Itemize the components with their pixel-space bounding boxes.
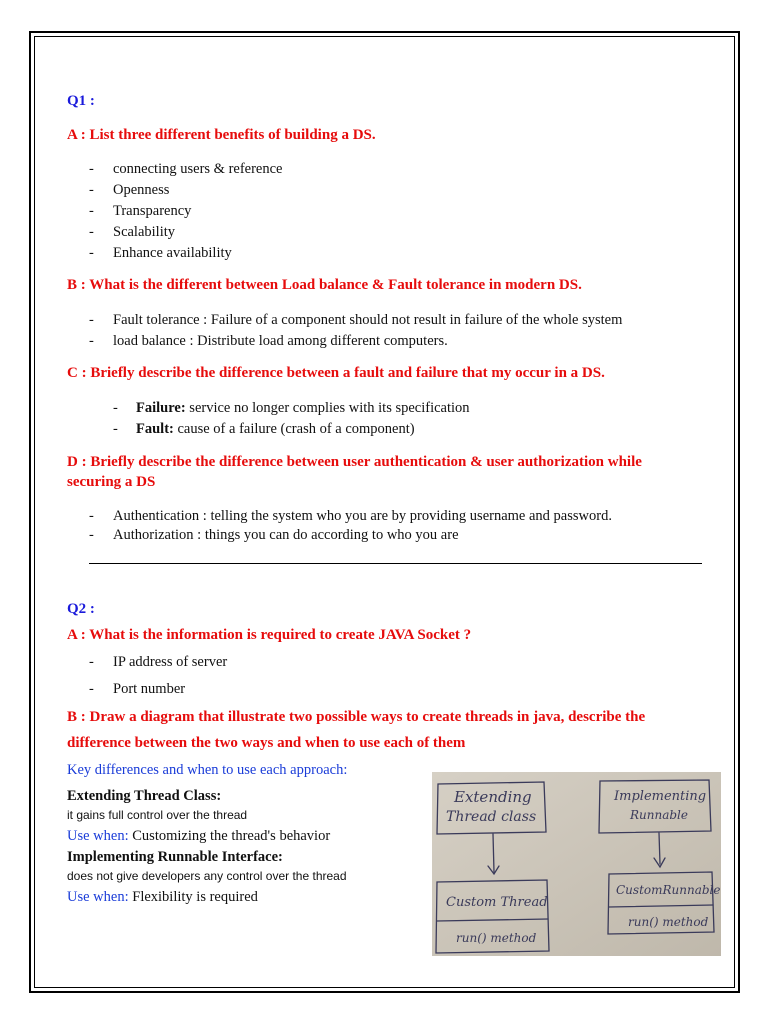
q2-b-question-line2: difference between the two ways and when to use each of them (67, 735, 466, 751)
list-item: Authorization : things you can do according to who you are (113, 527, 459, 543)
list-item (136, 421, 415, 438)
list-item: Fault tolerance : Failure of a component should not result in failure of the whole system (113, 312, 623, 328)
use-when-label: Use when: (67, 828, 129, 844)
q1-heading: Q1 : (67, 93, 95, 109)
extending-use-text: Customizing the thread's behavior (128, 828, 331, 844)
implementing-use-text: Flexibility is required (128, 889, 258, 905)
term-failure-desc: service no longer complies with its specification (185, 400, 470, 416)
list-item: Scalability (113, 224, 176, 240)
q1-b-question: B : What is the different between Load balance & Fault tolerance in modern DS. (67, 277, 582, 293)
bullet-dash: - (89, 312, 94, 328)
bullet-dash: - (89, 681, 94, 697)
implementing-use-when (67, 889, 258, 906)
list-item: Transparency (113, 203, 192, 219)
extending-desc: it gains full control over the thread (67, 808, 248, 822)
box1-line2: Thread class (446, 809, 537, 825)
extending-use-when (67, 828, 330, 845)
extending-title: Extending Thread Class: (67, 788, 222, 804)
list-item: load balance : Distribute load among different computers. (113, 333, 448, 349)
bullet-dash: - (89, 527, 94, 543)
q2-b-question-line1: B : Draw a diagram that illustrate two possible ways to create threads in java, describe the (67, 709, 646, 725)
list-item (136, 400, 470, 417)
box3-bottom: run() method (456, 931, 537, 945)
list-item: connecting users & reference (113, 161, 283, 177)
list-item: Authentication : telling the system who you are by providing username and password. (113, 508, 612, 524)
use-when-label: Use when: (67, 889, 129, 905)
term-fault: Fault: (136, 421, 174, 437)
bullet-dash: - (89, 182, 94, 198)
box4-top: CustomRunnable (616, 883, 721, 897)
bullet-dash: - (89, 245, 94, 261)
key-differences-intro: Key differences and when to use each approach: (67, 762, 348, 778)
box3-top: Custom Thread (446, 895, 548, 910)
box2-line1: Implementing (614, 789, 707, 804)
q1-d-question-line2: securing a DS (67, 474, 156, 490)
list-item: Port number (113, 681, 186, 697)
bullet-dash: - (89, 333, 94, 349)
q2-heading: Q2 : (67, 601, 95, 617)
term-fault-desc: cause of a failure (crash of a component) (173, 421, 415, 437)
box4-bottom: run() method (628, 915, 709, 929)
q1-a-question: A : List three different benefits of building a DS. (67, 127, 376, 143)
bullet-dash: - (89, 224, 94, 240)
bullet-dash: - (113, 400, 118, 416)
list-item: Openness (113, 182, 170, 198)
bullet-dash: - (89, 654, 94, 670)
q1-d-question-line1: D : Briefly describe the difference between user authentication & user authorization while (67, 454, 642, 470)
box2-line2: Runnable (630, 808, 688, 822)
q1-c-question: C : Briefly describe the difference between a fault and failure that my occur in a DS. (67, 365, 605, 381)
bullet-dash: - (89, 203, 94, 219)
q2-a-question: A : What is the information is required to create JAVA Socket ? (67, 627, 472, 643)
thread-diagram-photo (432, 772, 721, 956)
bullet-dash: - (113, 421, 118, 437)
thread-diagram (432, 772, 721, 956)
implementing-desc: does not give developers any control over the thread (67, 869, 347, 883)
bullet-dash: - (89, 161, 94, 177)
term-failure: Failure: (136, 400, 186, 416)
list-item: Enhance availability (113, 245, 232, 261)
implementing-title: Implementing Runnable Interface: (67, 849, 283, 865)
bullet-dash: - (89, 508, 94, 524)
list-item: IP address of server (113, 654, 228, 670)
section-divider (89, 563, 702, 564)
box1-line1: Extending (454, 788, 532, 806)
